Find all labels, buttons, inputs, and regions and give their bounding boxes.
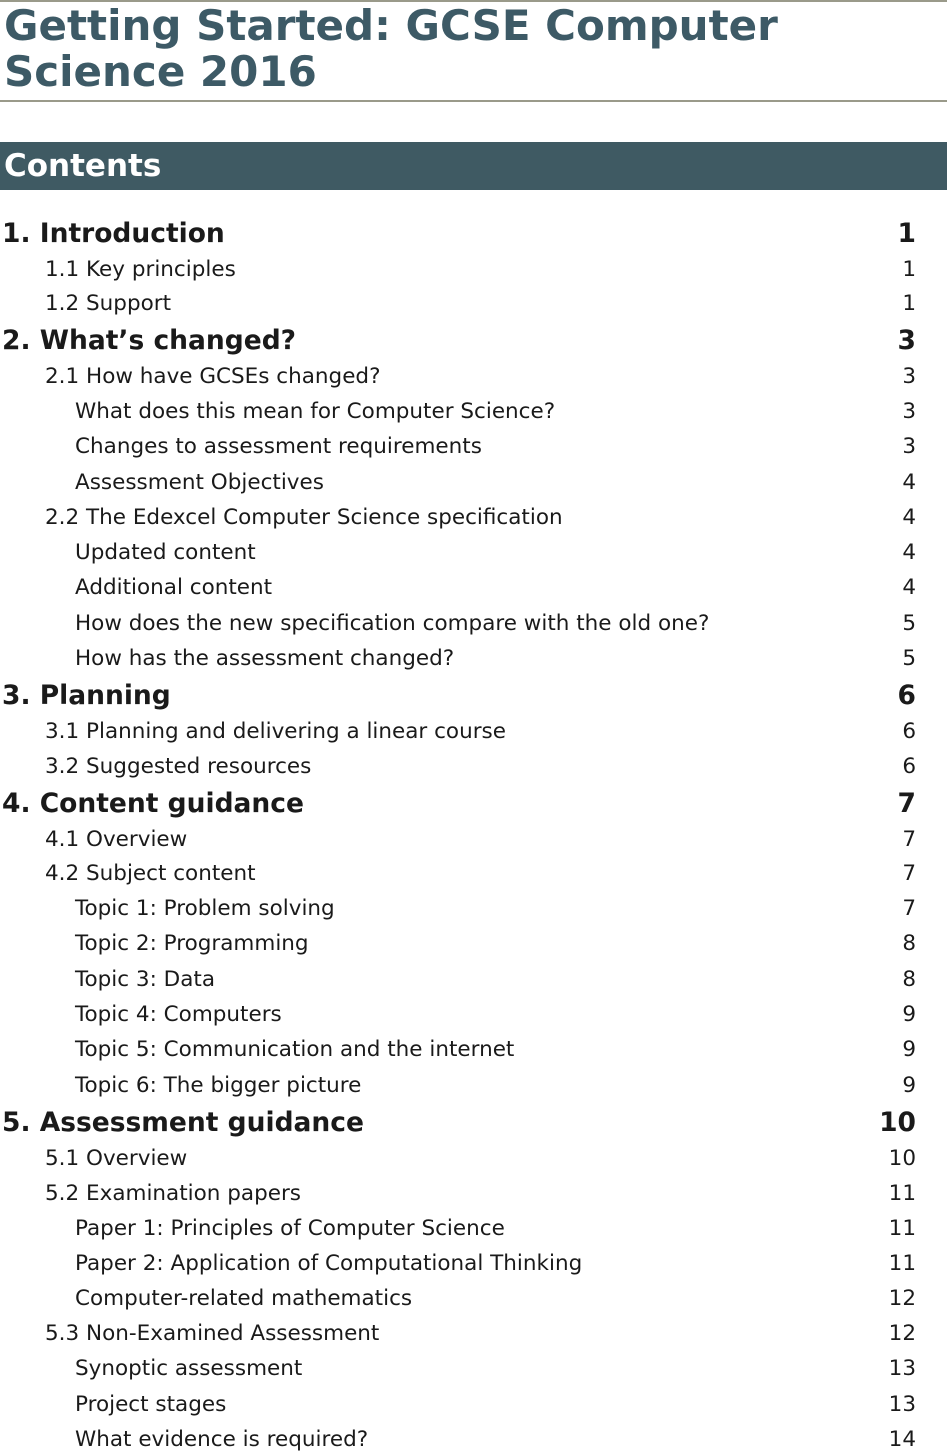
- toc-topic[interactable]: [0, 1422, 916, 1456]
- toc-page-number: 1: [897, 217, 916, 249]
- toc-page-number: 9: [902, 1072, 916, 1098]
- toc-entry-label: 4. Content guidance: [2, 787, 304, 819]
- toc-page-number: 11: [888, 1250, 916, 1276]
- toc-page-number: 7: [897, 787, 916, 819]
- toc-entry-label: Additional content: [75, 574, 273, 600]
- toc-entry-label: 5.2 Examination papers: [45, 1180, 301, 1206]
- toc-topic[interactable]: [0, 891, 916, 925]
- toc-section[interactable]: [0, 216, 916, 250]
- toc-page-number: 1: [902, 256, 916, 282]
- toc-page-number: 10: [879, 1106, 916, 1138]
- toc-subsection[interactable]: [0, 856, 916, 890]
- toc-entry-label: Assessment Objectives: [75, 469, 324, 495]
- toc-entry-label: Topic 6: The bigger picture: [75, 1072, 362, 1098]
- toc-page-number: 1: [902, 290, 916, 316]
- toc-page-number: 10: [888, 1145, 916, 1171]
- toc-topic[interactable]: [0, 465, 916, 499]
- toc-entry-label: 2.1 How have GCSEs changed?: [45, 363, 381, 389]
- toc-topic[interactable]: [0, 535, 916, 569]
- toc-page-number: 4: [902, 574, 916, 600]
- toc-entry-label: Project stages: [75, 1391, 227, 1417]
- toc-entry-label: 5.1 Overview: [45, 1145, 188, 1171]
- toc-page-number: 9: [902, 1001, 916, 1027]
- toc-entry-label: Paper 2: Application of Computational Thinking: [75, 1250, 583, 1276]
- toc-page-number: 4: [902, 539, 916, 565]
- toc-entry-label: How has the assessment changed?: [75, 645, 455, 671]
- toc-entry-label: How does the new specification compare with the old one?: [75, 610, 710, 636]
- toc-entry-label: 1.2 Support: [45, 290, 172, 316]
- toc-page-number: 7: [902, 860, 916, 886]
- toc-page-number: 4: [902, 469, 916, 495]
- toc-topic[interactable]: [0, 926, 916, 960]
- toc-page-number: 12: [888, 1320, 916, 1346]
- toc-subsection[interactable]: [0, 822, 916, 856]
- toc-topic[interactable]: [0, 1211, 916, 1245]
- toc-page-number: 11: [888, 1215, 916, 1241]
- toc-entry-label: Topic 4: Computers: [75, 1001, 282, 1027]
- toc-entry-label: What does this mean for Computer Science?: [75, 398, 556, 424]
- toc-entry-label: Topic 2: Programming: [75, 930, 309, 956]
- toc-entry-label: 5.3 Non-Examined Assessment: [45, 1320, 380, 1346]
- toc-subsection[interactable]: [0, 1176, 916, 1210]
- toc-topic[interactable]: [0, 1246, 916, 1280]
- toc-entry-label: Synoptic assessment: [75, 1355, 303, 1381]
- toc-entry-label: 3. Planning: [2, 679, 171, 711]
- toc-page-number: 3: [897, 324, 916, 356]
- toc-section[interactable]: [0, 678, 916, 712]
- toc-entry-label: Updated content: [75, 539, 256, 565]
- toc-entry-label: Topic 1: Problem solving: [75, 895, 335, 921]
- toc-page-number: 7: [902, 895, 916, 921]
- toc-entry-label: 4.2 Subject content: [45, 860, 256, 886]
- toc-topic[interactable]: [0, 641, 916, 675]
- toc-topic[interactable]: [0, 1281, 916, 1315]
- toc-page-number: 6: [902, 718, 916, 744]
- toc-topic[interactable]: [0, 606, 916, 640]
- toc-topic[interactable]: [0, 997, 916, 1031]
- toc-page-number: 3: [902, 398, 916, 424]
- toc-entry-label: 3.1 Planning and delivering a linear course: [45, 718, 506, 744]
- toc-page-number: 3: [902, 433, 916, 459]
- toc-entry-label: 2. What’s changed?: [2, 324, 297, 356]
- toc-entry-label: 1. Introduction: [2, 217, 225, 249]
- toc-section[interactable]: [0, 323, 916, 357]
- toc-entry-label: Paper 1: Principles of Computer Science: [75, 1215, 505, 1241]
- toc-page-number: 5: [902, 610, 916, 636]
- toc-topic[interactable]: [0, 1351, 916, 1385]
- toc-entry-label: What evidence is required?: [75, 1426, 369, 1452]
- toc-page-number: 5: [902, 645, 916, 671]
- toc-page-number: 13: [888, 1391, 916, 1417]
- toc-section[interactable]: [0, 1105, 916, 1139]
- toc-page-number: 14: [888, 1426, 916, 1452]
- toc-entry-label: 3.2 Suggested resources: [45, 753, 312, 779]
- title-block: [0, 0, 947, 102]
- toc-page-number: 13: [888, 1355, 916, 1381]
- toc-entry-label: 2.2 The Edexcel Computer Science specification: [45, 504, 563, 530]
- toc-page-number: 8: [902, 966, 916, 992]
- toc-page-number: 12: [888, 1285, 916, 1311]
- toc-subsection[interactable]: [0, 1141, 916, 1175]
- document-title: Getting Started: GCSE Computer Science 2016: [4, 1, 778, 96]
- toc-topic[interactable]: [0, 1387, 916, 1421]
- toc-entry-label: 5. Assessment guidance: [2, 1106, 364, 1138]
- toc-topic[interactable]: [0, 394, 916, 428]
- toc-entry-label: Topic 5: Communication and the internet: [75, 1036, 515, 1062]
- toc-topic[interactable]: [0, 1068, 916, 1102]
- toc-page-number: 9: [902, 1036, 916, 1062]
- toc-entry-label: Changes to assessment requirements: [75, 433, 482, 459]
- toc-entry-label: 1.1 Key principles: [45, 256, 236, 282]
- toc-page-number: 4: [902, 504, 916, 530]
- toc-subsection[interactable]: [0, 359, 916, 393]
- toc-subsection[interactable]: [0, 749, 916, 783]
- toc-topic[interactable]: [0, 429, 916, 463]
- contents-heading: Contents: [4, 148, 162, 184]
- toc-subsection[interactable]: [0, 252, 916, 286]
- toc-section[interactable]: [0, 786, 916, 820]
- toc-page-number: 11: [888, 1180, 916, 1206]
- contents-header-bar: [0, 142, 947, 190]
- toc-page-number: 6: [897, 679, 916, 711]
- toc-page-number: 8: [902, 930, 916, 956]
- toc-entry-label: 4.1 Overview: [45, 826, 188, 852]
- toc-subsection[interactable]: [0, 714, 916, 748]
- toc-page-number: 3: [902, 363, 916, 389]
- toc-entry-label: Topic 3: Data: [75, 966, 216, 992]
- toc-topic[interactable]: [0, 570, 916, 604]
- toc-entry-label: Computer-related mathematics: [75, 1285, 413, 1311]
- toc-subsection[interactable]: [0, 1316, 916, 1350]
- toc-page-number: 7: [902, 826, 916, 852]
- toc-subsection[interactable]: [0, 286, 916, 320]
- toc-topic[interactable]: [0, 962, 916, 996]
- toc-subsection[interactable]: [0, 500, 916, 534]
- toc-page-number: 6: [902, 753, 916, 779]
- toc-topic[interactable]: [0, 1032, 916, 1066]
